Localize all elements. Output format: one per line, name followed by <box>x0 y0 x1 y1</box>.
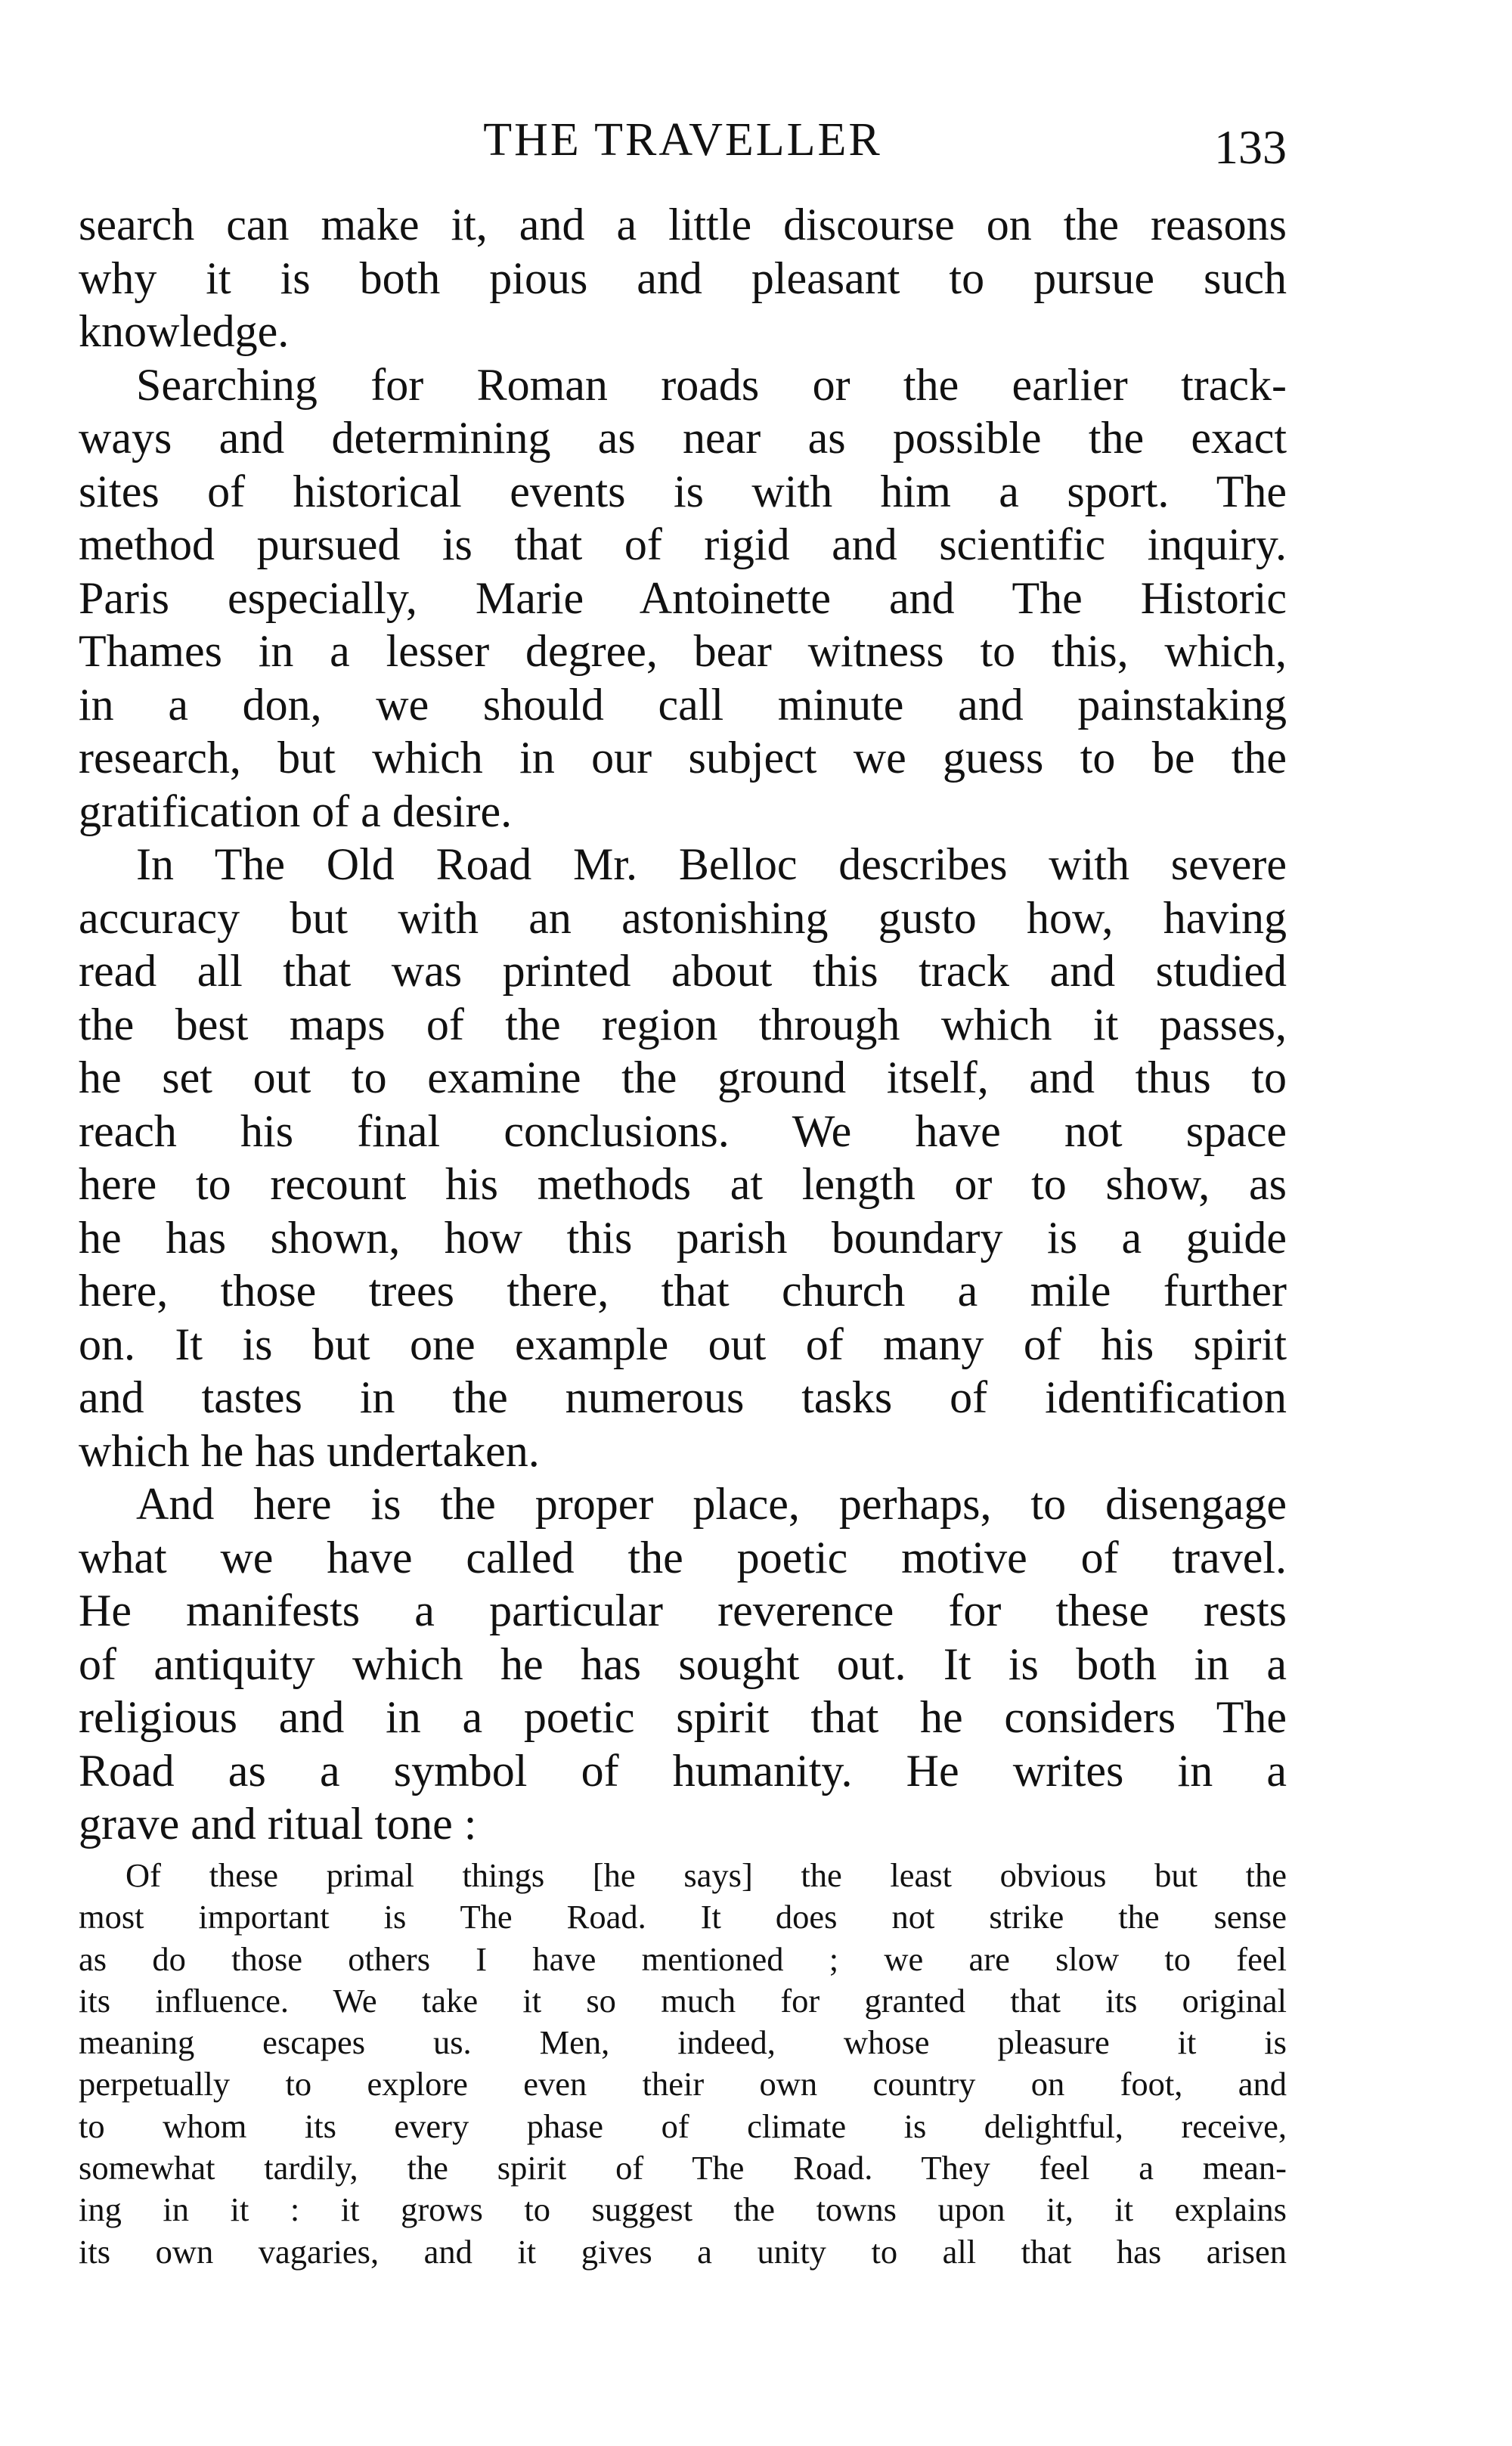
paragraph-first-line: In The Old Road Mr. Belloc describes with severe <box>136 839 1287 889</box>
text-line: and tastes in the numerous tasks of identification <box>79 1372 1287 1422</box>
text-line: He manifests a particular reverence for these rests <box>79 1586 1287 1635</box>
quote-line: somewhat tardily, the spirit of The Road. They feel a mean- <box>79 2149 1287 2187</box>
text-line: of antiquity which he has sought out. It is both in a <box>79 1638 1287 1689</box>
text-line: reach his final conclusions. We have not space <box>79 1105 1287 1156</box>
text-line: why it is both pious and pleasant to pursue such <box>79 253 1287 303</box>
quote-line: meaning escapes us. Men, indeed, whose pleasure it is <box>79 2023 1287 2062</box>
quote-line: perpetually to explore even their own country on foot, and <box>79 2065 1287 2103</box>
quote-line: its influence. We take it so much for granted that its original <box>79 1981 1287 2020</box>
text-line: gratification of a desire. <box>79 786 513 836</box>
text-line: the best maps of the region through which it passes, <box>79 999 1287 1049</box>
text-line: sites of historical events is with him a sport. The <box>79 466 1287 516</box>
paragraph-first-line: And here is the proper place, perhaps, to disengage <box>136 1479 1287 1529</box>
paragraph-first-line: Searching for Roman roads or the earlier track- <box>136 359 1287 410</box>
text-line: here, those trees there, that church a mile further <box>79 1266 1287 1316</box>
block-quote <box>79 1855 1287 2273</box>
page-number: 133 <box>1214 120 1287 174</box>
text-line: religious and in a poetic spirit that he considers The <box>79 1692 1287 1742</box>
quote-line: ing in it : it grows to suggest the towns upon it, it explains <box>79 2190 1287 2229</box>
text-line: ways and determining as near as possible the exact <box>79 413 1287 463</box>
text-line: Road as a symbol of humanity. He writes in a <box>79 1745 1287 1796</box>
text-line: on. It is but one example out of many of his spirit <box>79 1319 1287 1369</box>
text-line: grave and ritual tone : <box>79 1799 477 1849</box>
quote-line: Of these primal things [he says] the least obvious but the <box>125 1856 1287 1894</box>
text-line: here to recount his methods at length or to show, as <box>79 1159 1287 1209</box>
quote-line: to whom its every phase of climate is delightful, receive, <box>79 2107 1287 2145</box>
text-line: Paris especially, Marie Antoinette and The Historic <box>79 572 1287 623</box>
text-line: in a don, we should call minute and painstaking <box>79 679 1287 730</box>
running-head <box>79 106 1287 174</box>
text-line: research, but which in our subject we guess to be the <box>79 733 1287 783</box>
quote-line: as do those others I have mentioned ; we are slow to feel <box>79 1939 1287 1978</box>
text-line: which he has undertaken. <box>79 1425 540 1476</box>
running-title: THE TRAVELLER <box>483 114 882 166</box>
text-line: method pursued is that of rigid and scientific inquiry. <box>79 519 1287 569</box>
text-line: search can make it, and a little discourse on the reasons <box>79 200 1287 250</box>
text-line: he set out to examine the ground itself, and thus to <box>79 1052 1287 1102</box>
text-line: accuracy but with an astonishing gusto how, having <box>79 892 1287 943</box>
text-line: read all that was printed about this track and studied <box>79 946 1287 996</box>
text-line: what we have called the poetic motive of travel. <box>79 1532 1287 1583</box>
text-line: knowledge. <box>79 306 290 356</box>
text-line: Thames in a lesser degree, bear witness to this, which, <box>79 626 1287 676</box>
text-line: he has shown, how this parish boundary is a guide <box>79 1212 1287 1263</box>
body-text <box>79 198 1287 1851</box>
quote-line: its own vagaries, and it gives a unity to all that has arisen <box>79 2232 1287 2271</box>
quote-line: most important is The Road. It does not strike the sense <box>79 1898 1287 1936</box>
